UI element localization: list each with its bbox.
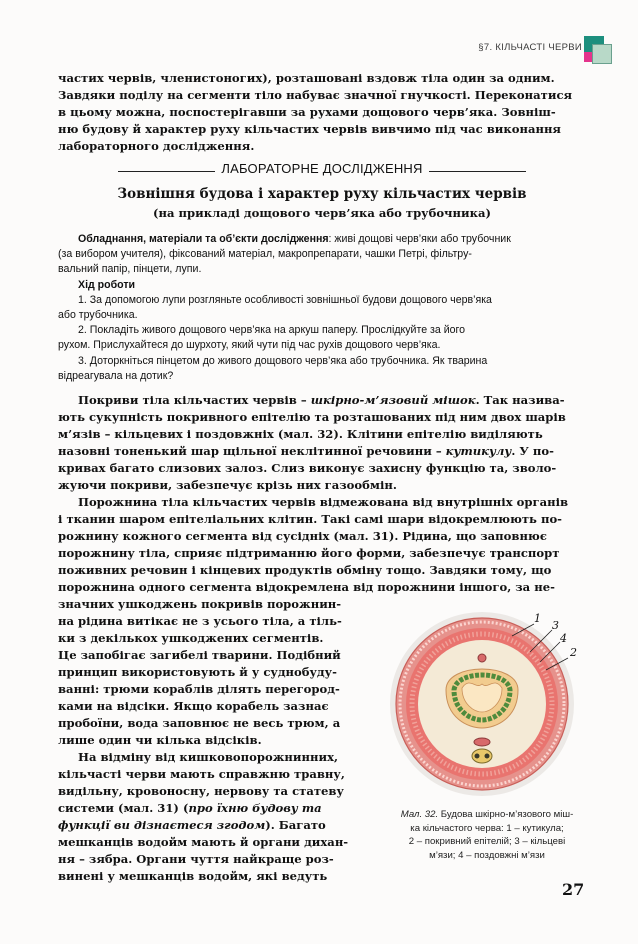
step-line: відреагувала на дотик? bbox=[58, 369, 174, 382]
text-fragment: . Так назива- bbox=[475, 393, 565, 407]
body-paragraph-2 bbox=[58, 494, 586, 596]
equipment-label: Обладнання, матеріали та об’єкти дослідження bbox=[78, 233, 329, 245]
caption-line: 2 – покривний епітелій; 3 – кільцеві bbox=[408, 836, 566, 847]
page-number: 27 bbox=[562, 880, 585, 899]
text-line: ванні: трюми кораблів ділять перегород- bbox=[58, 682, 340, 696]
lab-heading-text: ЛАБОРАТОРНЕ ДОСЛІДЖЕННЯ bbox=[215, 161, 428, 176]
text-line: ня – зябра. Органи чуття найкраще роз- bbox=[58, 852, 334, 866]
italic-note: про їхню будову та bbox=[188, 801, 322, 815]
section-marker-icon bbox=[584, 36, 612, 64]
label-4: 4 bbox=[560, 632, 567, 645]
lab-instructions bbox=[58, 232, 586, 384]
text-line: кривах багато слизових залоз. Слиз виконує захисну функцію та, зволо- bbox=[58, 461, 557, 475]
section-header: §7. КІЛЬЧАСТІ ЧЕРВИ bbox=[478, 42, 582, 53]
lab-title: Зовнішня будова і характер руху кільчастих червів bbox=[117, 186, 527, 202]
step-line: або трубочника. bbox=[58, 309, 138, 322]
step-line: рухом. Прислухайтеся до шурхоту, який чути під час рухів дощового черв’яка. bbox=[58, 339, 441, 352]
lab-subtitle: (на прикладі дощового черв’яка або трубочника) bbox=[152, 206, 492, 220]
caption-prefix: Мал. 32. bbox=[400, 809, 439, 820]
text-line: порожнина одного сегмента відокремлена від порожнини іншого, за не- bbox=[58, 580, 555, 594]
text-line: принцип використовують й у суднобуду- bbox=[58, 665, 337, 679]
text-line: значних ушкоджень покривів порожнин- bbox=[58, 597, 342, 611]
text-line: ють сукупність покривного епітелію та розташованих під ним двох шарів bbox=[58, 410, 566, 424]
body-paragraph-2-continued bbox=[58, 596, 370, 749]
step-line: 3. Доторкніться пінцетом до живого дощового черв’яка або трубочника. Як тварина bbox=[78, 354, 488, 367]
ventral-vessel bbox=[474, 738, 490, 746]
term-skin-muscle-sac: шкірно-м’язовий мішок bbox=[310, 393, 476, 407]
step-line: 1. За допомогою лупи розгляньте особливості зовнішньої будови дощового черв’яка bbox=[78, 293, 492, 306]
text-line: мешканців водойм мають й органи дихан- bbox=[58, 835, 349, 849]
body-paragraph-1 bbox=[58, 392, 586, 494]
text-line: Порожнина тіла кільчастих червів відмежована від внутрішніх органів bbox=[78, 495, 569, 509]
text-line: жуючи покриви, забезпечує крізь них газообмін. bbox=[58, 478, 397, 492]
text-line: ню будову й характер руху кільчастих червів вивчимо під час виконання bbox=[58, 122, 561, 136]
label-2: 2 bbox=[570, 646, 577, 659]
text-line: ки з декількох ушкоджених сегментів. bbox=[58, 631, 324, 645]
text-line: ками на відсіки. Якщо корабель зазнає bbox=[58, 699, 329, 713]
label-3: 3 bbox=[552, 619, 559, 632]
text-line: пробоїни, вода заповнює не весь трюм, а bbox=[58, 716, 341, 730]
text-line: кільчасті черви мають справжню травну, bbox=[58, 767, 345, 781]
equipment-text: : живі дощові черв’яки або трубочник bbox=[328, 233, 511, 245]
text-line: (за вибором учителя), фіксований матеріал, макропрепарати, чашки Петрі, фільтру- bbox=[58, 248, 472, 261]
caption-line: Будова шкірно-м’язового міш- bbox=[438, 809, 574, 820]
text-line: і тканин шаром епітеліальних клітин. Такі самі шари відокремлюють по- bbox=[58, 512, 562, 526]
caption-line: ка кільчастого черва: 1 – кутикула; bbox=[410, 822, 564, 834]
intro-paragraph bbox=[58, 70, 586, 155]
text-line: рожнину кожного сегмента від сусідніх (мал. 31). Рідина, що заповнює bbox=[58, 529, 547, 543]
body-paragraph-3 bbox=[58, 749, 370, 885]
text-line: видільну, кровоносну, нервову та статеву bbox=[58, 784, 344, 798]
text-line: На відміну від кишковопорожнинних, bbox=[78, 750, 339, 764]
step-line: 2. Покладіть живого дощового черв’яка на аркуш паперу. Прослідкуйте за його bbox=[78, 324, 466, 337]
text-fragment: назовні тоненький шар щільної неклітинної речовини – bbox=[58, 444, 446, 458]
text-line: Завдяки поділу на сегменти тіло набуває значної гнучкості. Переконатися bbox=[58, 88, 573, 102]
text-fragment: системи (мал. 31) ( bbox=[58, 801, 189, 815]
term-cuticle: кутикулу bbox=[445, 444, 512, 458]
text-line: поживних речовин і кінцевих продуктів обміну тощо. Завдяки тому, що bbox=[58, 563, 552, 577]
text-line: лише один чи кілька відсіків. bbox=[58, 733, 262, 747]
text-line: в цьому можна, поспостерігавши за рухами дощового черв’яка. Зовніш- bbox=[58, 105, 556, 119]
label-1: 1 bbox=[534, 612, 541, 625]
text-fragment: Покриви тіла кільчастих червів – bbox=[78, 393, 311, 407]
lab-heading bbox=[58, 160, 586, 180]
text-line: порожнину тіла, сприяє підтриманню його форми, забезпечує транспорт bbox=[58, 546, 560, 560]
text-fragment: ). Багато bbox=[265, 818, 326, 832]
text-line: Це запобігає загибелі тварини. Подібний bbox=[58, 648, 341, 662]
text-fragment: . У по- bbox=[511, 444, 554, 458]
text-line: частих червів, членистоногих), розташовані вздовж тіла один за одним. bbox=[58, 71, 555, 85]
figure-caption bbox=[384, 808, 590, 862]
text-line: вальний папір, пінцети, лупи. bbox=[58, 263, 202, 276]
steps-label: Хід роботи bbox=[78, 278, 136, 291]
text-line: лабораторного дослідження. bbox=[58, 139, 255, 153]
dorsal-vessel bbox=[478, 654, 486, 662]
text-line: м’язів – кільцевих і поздовжніх (мал. 32). Клітини епітелію виділяють bbox=[58, 427, 543, 441]
italic-note: функції ви дізнаєтеся згодом bbox=[58, 818, 266, 832]
caption-line: м’язи; 4 – поздовжні м’язи bbox=[429, 849, 545, 861]
worm-cross-section-figure bbox=[384, 600, 594, 800]
text-line: на рідина витікає не з усього тіла, а тіль- bbox=[58, 614, 342, 628]
text-line: винені у мешканців водойм, які ведуть bbox=[58, 869, 328, 883]
